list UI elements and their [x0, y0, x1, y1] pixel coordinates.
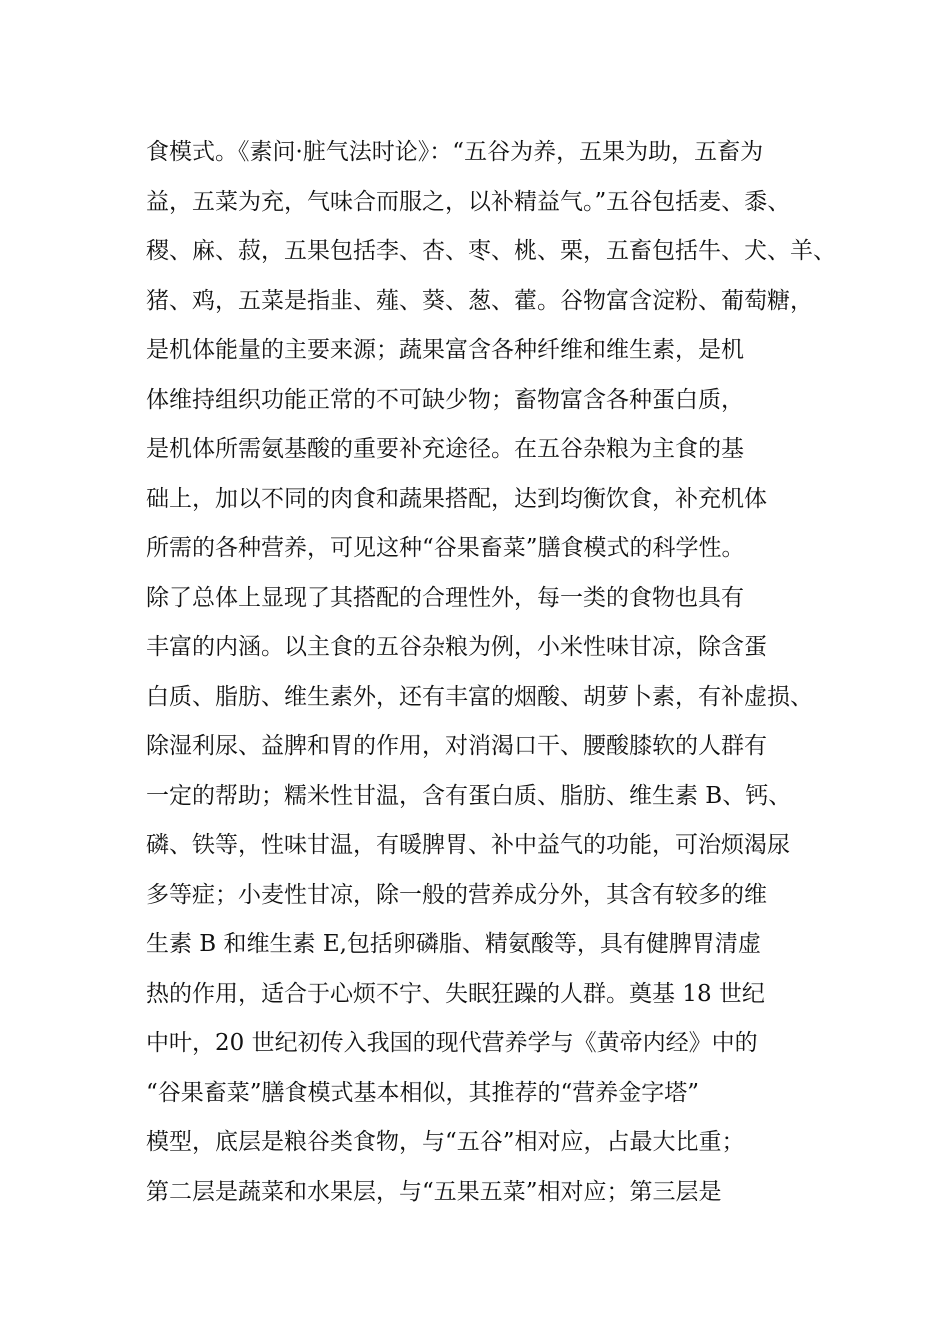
text-line: “谷果畜菜”膳食模式基本相似，其推荐的“营养金字塔”	[146, 1079, 700, 1106]
text-line: 是机体所需氨基酸的重要补充途径。在五谷杂粮为主食的基	[146, 436, 744, 462]
text-line: 体维持组织功能正常的不可缺少物；畜物富含各种蛋白质，	[146, 386, 744, 413]
text-line: 丰富的内涵。以主食的五谷杂粮为例，小米性味甘凉，除含蛋	[146, 634, 767, 660]
text-line: 一定的帮助；糯米性甘温，含有蛋白质、脂肪、维生素 B、钙、	[146, 782, 792, 809]
text-line: 模型，底层是粮谷类食物，与“五谷”相对应，占最大比重；	[146, 1129, 745, 1155]
text-line: 第二层是蔬菜和水果层，与“五果五菜”相对应；第三层是	[146, 1178, 722, 1205]
text-line: 白质、脂肪、维生素外，还有丰富的烟酸、胡萝卜素，有补虚损、	[146, 683, 813, 710]
text-line: 是机体能量的主要来源；蔬果富含各种纤维和维生素，是机	[146, 337, 744, 363]
text-line: 多等症；小麦性甘凉，除一般的营养成分外，其含有较多的维	[146, 881, 767, 908]
text-line: 食模式。《素问·脏气法时论》：“五谷为养，五果为助，五畜为	[146, 139, 764, 165]
text-line: 益，五菜为充，气味合而服之，以补精益气。”五谷包括麦、黍、	[146, 188, 791, 215]
text-line: 所需的各种营养，可见这种“谷果畜菜”膳食模式的科学性。	[146, 535, 745, 561]
text-line: 除湿利尿、益脾和胃的作用，对消渴口干、腰酸膝软的人群有	[146, 733, 767, 759]
text-line: 中叶，20 世纪初传入我国的现代营养学与《黄帝内经》中的	[146, 1030, 758, 1056]
text-line: 热的作用，适合于心烦不宁、失眠狂躁的人群。奠基 18 世纪	[146, 980, 765, 1007]
text-line: 生素 B 和维生素 E,包括卵磷脂、精氨酸等，具有健脾胃清虚	[146, 931, 761, 957]
body-paragraph	[146, 128, 836, 1217]
text-line: 磷、铁等，性味甘温，有暖脾胃、补中益气的功能，可治烦渴尿	[146, 832, 790, 858]
text-line: 稷、麻、菽，五果包括李、杏、枣、桃、栗，五畜包括牛、犬、羊、	[146, 238, 836, 264]
text-line: 猪、鸡，五菜是指韭、薤、葵、葱、藿。谷物富含淀粉、葡萄糖，	[146, 287, 813, 314]
text-line: 础上，加以不同的肉食和蔬果搭配，达到均衡饮食，补充机体	[146, 485, 767, 512]
text-line: 除了总体上显现了其搭配的合理性外，每一类的食物也具有	[146, 584, 744, 611]
